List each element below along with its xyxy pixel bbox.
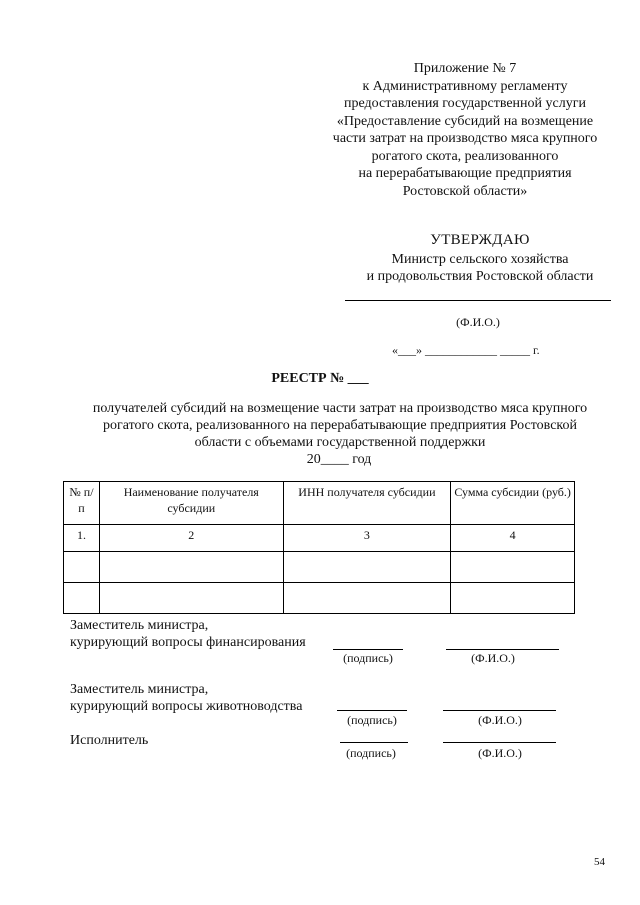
appendix-line: части затрат на производство мяса крупного bbox=[332, 131, 598, 146]
signature-caption: (подпись) bbox=[346, 746, 396, 760]
column-header-inn: ИНН получателя субсидии bbox=[283, 482, 451, 525]
appendix-line: предоставления государственной услуги bbox=[344, 96, 586, 111]
signatory-title: курирующий вопросы финансирования bbox=[70, 635, 306, 650]
fio-line bbox=[443, 710, 556, 711]
table-cell[interactable] bbox=[64, 552, 100, 583]
table-row bbox=[64, 552, 575, 583]
table-row bbox=[64, 583, 575, 614]
appendix-line: на перерабатывающие предприятия bbox=[358, 166, 572, 181]
table-cell[interactable] bbox=[451, 552, 575, 583]
approval-block bbox=[330, 232, 630, 285]
appendix-line: Приложение № 7 bbox=[413, 61, 517, 76]
registry-description bbox=[60, 400, 620, 451]
signatory-executor bbox=[70, 732, 148, 749]
signature-caption: (подпись) bbox=[343, 651, 393, 665]
signatory-title: Заместитель министра, bbox=[70, 618, 209, 633]
registry-description-line: получателей субсидий на возмещение части затрат на производство мяса крупного bbox=[92, 401, 588, 416]
registry-year: 20____ год bbox=[306, 452, 372, 467]
table-cell[interactable] bbox=[283, 583, 451, 614]
column-number-cell: 4 bbox=[451, 525, 575, 552]
column-header-recipient-name: Наименование получателя субсидии bbox=[99, 482, 283, 525]
registry-description-line: рогатого скота, реализованного на перерабатывающие предприятия Ростовской bbox=[102, 418, 577, 433]
table-cell[interactable] bbox=[99, 552, 283, 583]
approval-position-line: и продовольствия Ростовской области bbox=[366, 269, 594, 284]
fio-caption: (Ф.И.О.) bbox=[478, 746, 522, 760]
signature-line bbox=[340, 742, 408, 743]
column-number-cell: 2 bbox=[99, 525, 283, 552]
approval-date-line: «___» ____________ _____ г. bbox=[392, 343, 540, 357]
fio-line bbox=[446, 649, 559, 650]
appendix-line: Ростовской области» bbox=[402, 183, 528, 199]
column-header-number: № п/п bbox=[64, 482, 100, 525]
signature-line bbox=[337, 710, 407, 711]
registry-title: РЕЕСТР № ___ bbox=[271, 371, 369, 386]
table-cell[interactable] bbox=[451, 583, 575, 614]
table-header-row bbox=[64, 482, 575, 525]
table-cell[interactable] bbox=[283, 552, 451, 583]
signature-line bbox=[333, 649, 403, 650]
approval-position-line: Министр сельского хозяйства bbox=[391, 252, 569, 267]
signatory-title: Заместитель министра, bbox=[70, 682, 209, 697]
appendix-line: к Административному регламенту bbox=[362, 78, 568, 94]
approval-heading: УТВЕРЖДАЮ bbox=[430, 232, 530, 248]
appendix-header bbox=[300, 60, 630, 200]
appendix-line: рогатого скота, реализованного bbox=[371, 148, 559, 164]
column-number-cell: 3 bbox=[283, 525, 451, 552]
approval-signature-line bbox=[345, 300, 611, 301]
registry-table bbox=[63, 481, 575, 614]
page-number: 54 bbox=[594, 856, 605, 868]
signatory-deputy-finance bbox=[70, 617, 306, 651]
signatory-deputy-livestock bbox=[70, 681, 302, 715]
signatory-title: Исполнитель bbox=[70, 733, 149, 748]
table-row bbox=[64, 525, 575, 552]
registry-description-line: области с объемами государственной поддержки bbox=[194, 435, 486, 450]
signatory-title: курирующий вопросы животноводства bbox=[70, 699, 303, 714]
fio-caption: (Ф.И.О.) bbox=[478, 713, 522, 727]
appendix-line: «Предоставление субсидий на возмещение bbox=[336, 113, 594, 129]
column-header-subsidy-sum: Сумма субсидии (руб.) bbox=[451, 482, 575, 525]
column-number-cell: 1. bbox=[64, 525, 100, 552]
signature-caption: (подпись) bbox=[347, 713, 397, 727]
fio-caption: (Ф.И.О.) bbox=[471, 651, 515, 665]
table-cell[interactable] bbox=[64, 583, 100, 614]
approval-fio-label: (Ф.И.О.) bbox=[456, 315, 500, 329]
table-cell[interactable] bbox=[99, 583, 283, 614]
fio-line bbox=[443, 742, 556, 743]
